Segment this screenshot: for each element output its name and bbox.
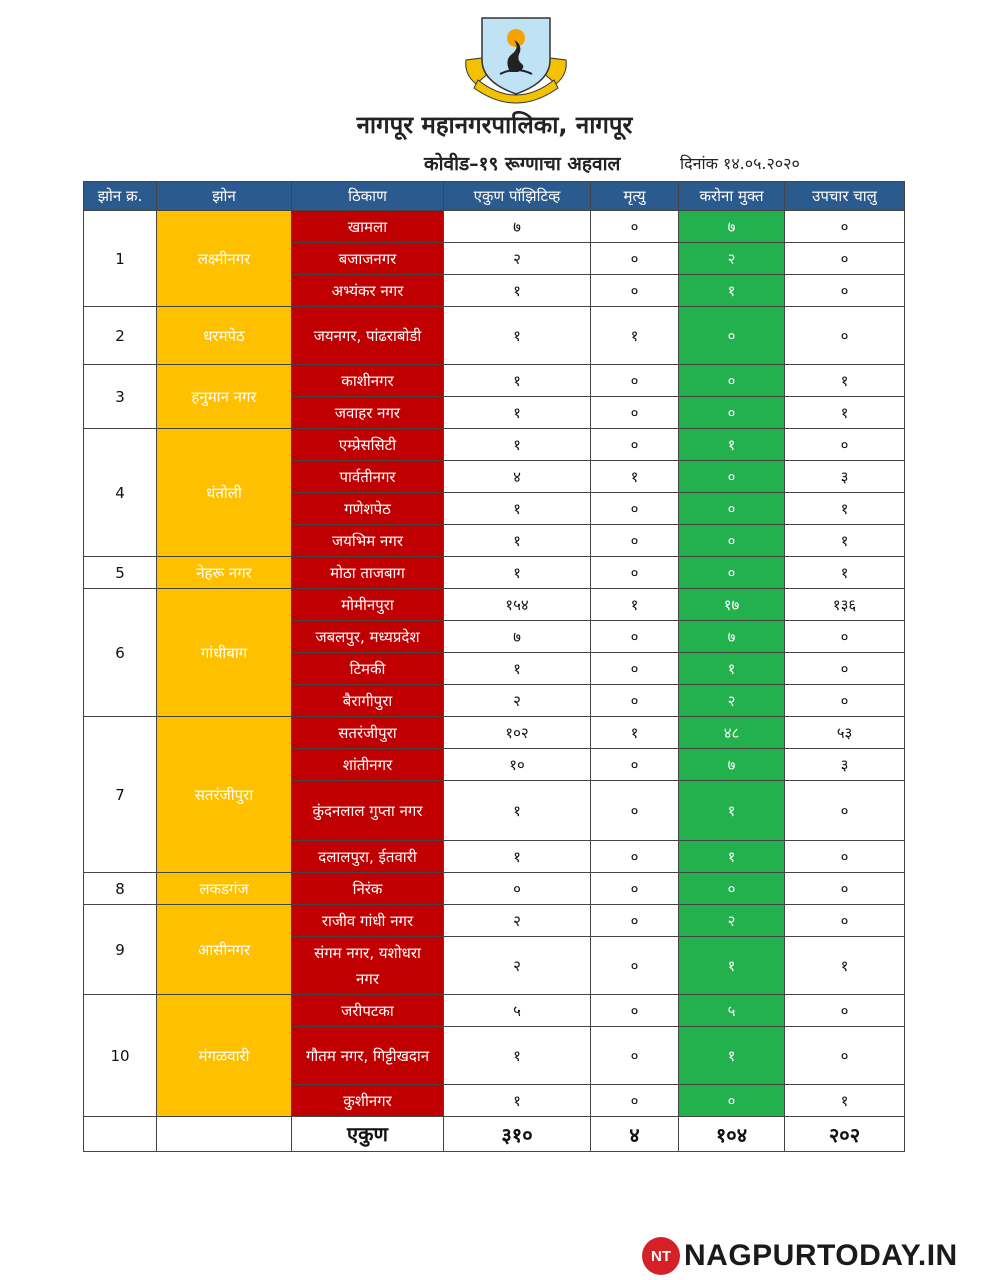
location-name: जरीपटका [292,995,444,1027]
deaths: ० [591,557,679,589]
nmc-emblem-logo [460,14,572,106]
total-label: एकुण [292,1117,444,1152]
total-positive: ५ [444,995,591,1027]
total-positive: १ [444,493,591,525]
zone-name: आसीनगर [157,905,292,995]
deaths: ० [591,653,679,685]
deaths: ० [591,621,679,653]
report-date: दिनांक १४.०५.२०२० [680,154,800,173]
location-name: जयनगर, पांढराबोडी [292,307,444,365]
cured: ० [679,493,785,525]
active-cases: १ [785,365,905,397]
table-body [84,211,905,1152]
zone-number: 10 [84,995,157,1117]
cured: १ [679,653,785,685]
total-positive: १ [444,397,591,429]
total-positive: १ [444,841,591,873]
total-positive: १ [444,1085,591,1117]
total-positive: १ [444,275,591,307]
cured: ० [679,557,785,589]
deaths: ० [591,243,679,275]
empty-cell [157,1117,292,1152]
location-name: गौतम नगर, गिट्टीखदान [292,1027,444,1085]
cured: १७ [679,589,785,621]
zone-name: लकडगंज [157,873,292,905]
active-cases: १ [785,525,905,557]
deaths: ० [591,493,679,525]
active-cases: १ [785,397,905,429]
deaths: १ [591,589,679,621]
location-name: एम्प्रेससिटी [292,429,444,461]
total-positive: १ [444,429,591,461]
total-positive: २ [444,685,591,717]
cured: ० [679,873,785,905]
location-name: बैरागीपुरा [292,685,444,717]
deaths: ० [591,397,679,429]
table-row [84,995,905,1027]
total-positive: २ [444,905,591,937]
zone-number: 8 [84,873,157,905]
location-name: शांतीनगर [292,749,444,781]
zone-number: 3 [84,365,157,429]
active-cases: १ [785,937,905,995]
active-cases: ३ [785,461,905,493]
cured: ७ [679,621,785,653]
cured: १ [679,275,785,307]
report-title: कोवीड–१९ रूग्णाचा अहवाल [424,153,621,175]
total-positive: ४ [444,461,591,493]
location-name: मोमीनपुरा [292,589,444,621]
location-name: अभ्यंकर नगर [292,275,444,307]
location-name: काशीनगर [292,365,444,397]
total-positive: ७ [444,621,591,653]
location-name: सतरंजीपुरा [292,717,444,749]
zone-name: सतरंजीपुरा [157,717,292,873]
org-title: नागपूर महानगरपालिका, नागपूर [356,111,633,139]
zone-name: गांधीबाग [157,589,292,717]
active-cases: ० [785,211,905,243]
active-cases: ० [785,307,905,365]
cured: ० [679,397,785,429]
col-header-active: उपचार चालु [785,182,905,211]
active-cases: ० [785,995,905,1027]
cured: २ [679,905,785,937]
total-positive: १०२ [444,717,591,749]
total-row [84,1117,905,1152]
deaths: ० [591,905,679,937]
total-positive: १ [444,365,591,397]
table-row [84,211,905,243]
location-name: जबलपुर, मध्यप्रदेश [292,621,444,653]
location-name: कुंदनलाल गुप्ता नगर [292,781,444,841]
deaths: ० [591,429,679,461]
active-cases: ० [785,781,905,841]
active-cases: १ [785,557,905,589]
cured: ० [679,365,785,397]
zone-name: नेहरू नगर [157,557,292,589]
deaths: ० [591,685,679,717]
total-positive: २ [444,243,591,275]
zone-number: 4 [84,429,157,557]
deaths: ० [591,275,679,307]
total-positive: १५४ [444,589,591,621]
deaths: ० [591,525,679,557]
deaths: १ [591,461,679,493]
active-cases: १३६ [785,589,905,621]
location-name: मोठा ताजबाग [292,557,444,589]
deaths: ० [591,1085,679,1117]
deaths: ० [591,365,679,397]
total-positive: १ [444,653,591,685]
zone-number: 5 [84,557,157,589]
location-name: राजीव गांधी नगर [292,905,444,937]
table-row [84,557,905,589]
table-row [84,429,905,461]
active-cases: ० [785,685,905,717]
location-name: कुशीनगर [292,1085,444,1117]
cured: १ [679,1027,785,1085]
table-row [84,905,905,937]
zone-name: मंगळवारी [157,995,292,1117]
location-name: दलालपुरा, ईतवारी [292,841,444,873]
deaths: ० [591,749,679,781]
zone-name: धरमपेठ [157,307,292,365]
location-name: गणेशपेठ [292,493,444,525]
table-row [84,589,905,621]
cured: ७ [679,749,785,781]
active-cases: ५३ [785,717,905,749]
cured: ५ [679,995,785,1027]
location-name: संगम नगर, यशोधरा नगर [292,937,444,995]
table-row [84,873,905,905]
deaths: १ [591,307,679,365]
deaths: ० [591,873,679,905]
cured: ७ [679,211,785,243]
table-row [84,717,905,749]
cured: ४८ [679,717,785,749]
zone-number: 9 [84,905,157,995]
cured: १ [679,937,785,995]
active-cases: ० [785,841,905,873]
deaths: १ [591,717,679,749]
cured: १ [679,429,785,461]
total-deaths-sum: ४ [591,1117,679,1152]
col-header-deaths: मृत्यु [591,182,679,211]
nt-logo-icon: NT [642,1237,680,1275]
total-positive: १ [444,525,591,557]
total-positive: ७ [444,211,591,243]
total-active-sum: २०२ [785,1117,905,1152]
active-cases: ० [785,243,905,275]
col-header-zone-no: झोन क्र. [84,182,157,211]
total-positive: १ [444,557,591,589]
active-cases: ० [785,621,905,653]
deaths: ० [591,211,679,243]
zone-name: हनुमान नगर [157,365,292,429]
nagpur-today-watermark [642,1236,958,1276]
location-name: बजाजनगर [292,243,444,275]
location-name: जवाहर नगर [292,397,444,429]
deaths: ० [591,1027,679,1085]
active-cases: ० [785,429,905,461]
col-header-total-positive: एकुण पॉझिटिव्ह [444,182,591,211]
total-cured-sum: १०४ [679,1117,785,1152]
cured: १ [679,781,785,841]
empty-cell [84,1117,157,1152]
active-cases: ० [785,905,905,937]
cured: ० [679,525,785,557]
covid-zone-table [83,181,905,1152]
cured: ० [679,461,785,493]
zone-name: धंतोली [157,429,292,557]
col-header-zone: झोन [157,182,292,211]
table-row [84,365,905,397]
total-positive: १ [444,781,591,841]
cured: २ [679,685,785,717]
zone-name: लक्ष्मीनगर [157,211,292,307]
location-name: टिमकी [292,653,444,685]
zone-number: 7 [84,717,157,873]
zone-number: 6 [84,589,157,717]
total-positive: १ [444,307,591,365]
total-positive-sum: ३१० [444,1117,591,1152]
total-positive: १० [444,749,591,781]
location-name: जयभिम नगर [292,525,444,557]
total-positive: २ [444,937,591,995]
table-row [84,307,905,365]
total-positive: ० [444,873,591,905]
active-cases: ० [785,275,905,307]
active-cases: १ [785,493,905,525]
cured: ० [679,307,785,365]
location-name: पार्वतीनगर [292,461,444,493]
brand-text: NAGPURTODAY.IN [684,1239,958,1272]
active-cases: १ [785,1085,905,1117]
active-cases: ० [785,873,905,905]
col-header-cured: करोना मुक्त [679,182,785,211]
deaths: ० [591,841,679,873]
deaths: ० [591,781,679,841]
zone-number: 2 [84,307,157,365]
col-header-location: ठिकाण [292,182,444,211]
cured: ० [679,1085,785,1117]
location-name: निरंक [292,873,444,905]
cured: १ [679,841,785,873]
active-cases: ० [785,653,905,685]
table-header-row [84,182,905,211]
active-cases: ३ [785,749,905,781]
cured: २ [679,243,785,275]
deaths: ० [591,995,679,1027]
location-name: खामला [292,211,444,243]
zone-number: 1 [84,211,157,307]
total-positive: १ [444,1027,591,1085]
deaths: ० [591,937,679,995]
active-cases: ० [785,1027,905,1085]
